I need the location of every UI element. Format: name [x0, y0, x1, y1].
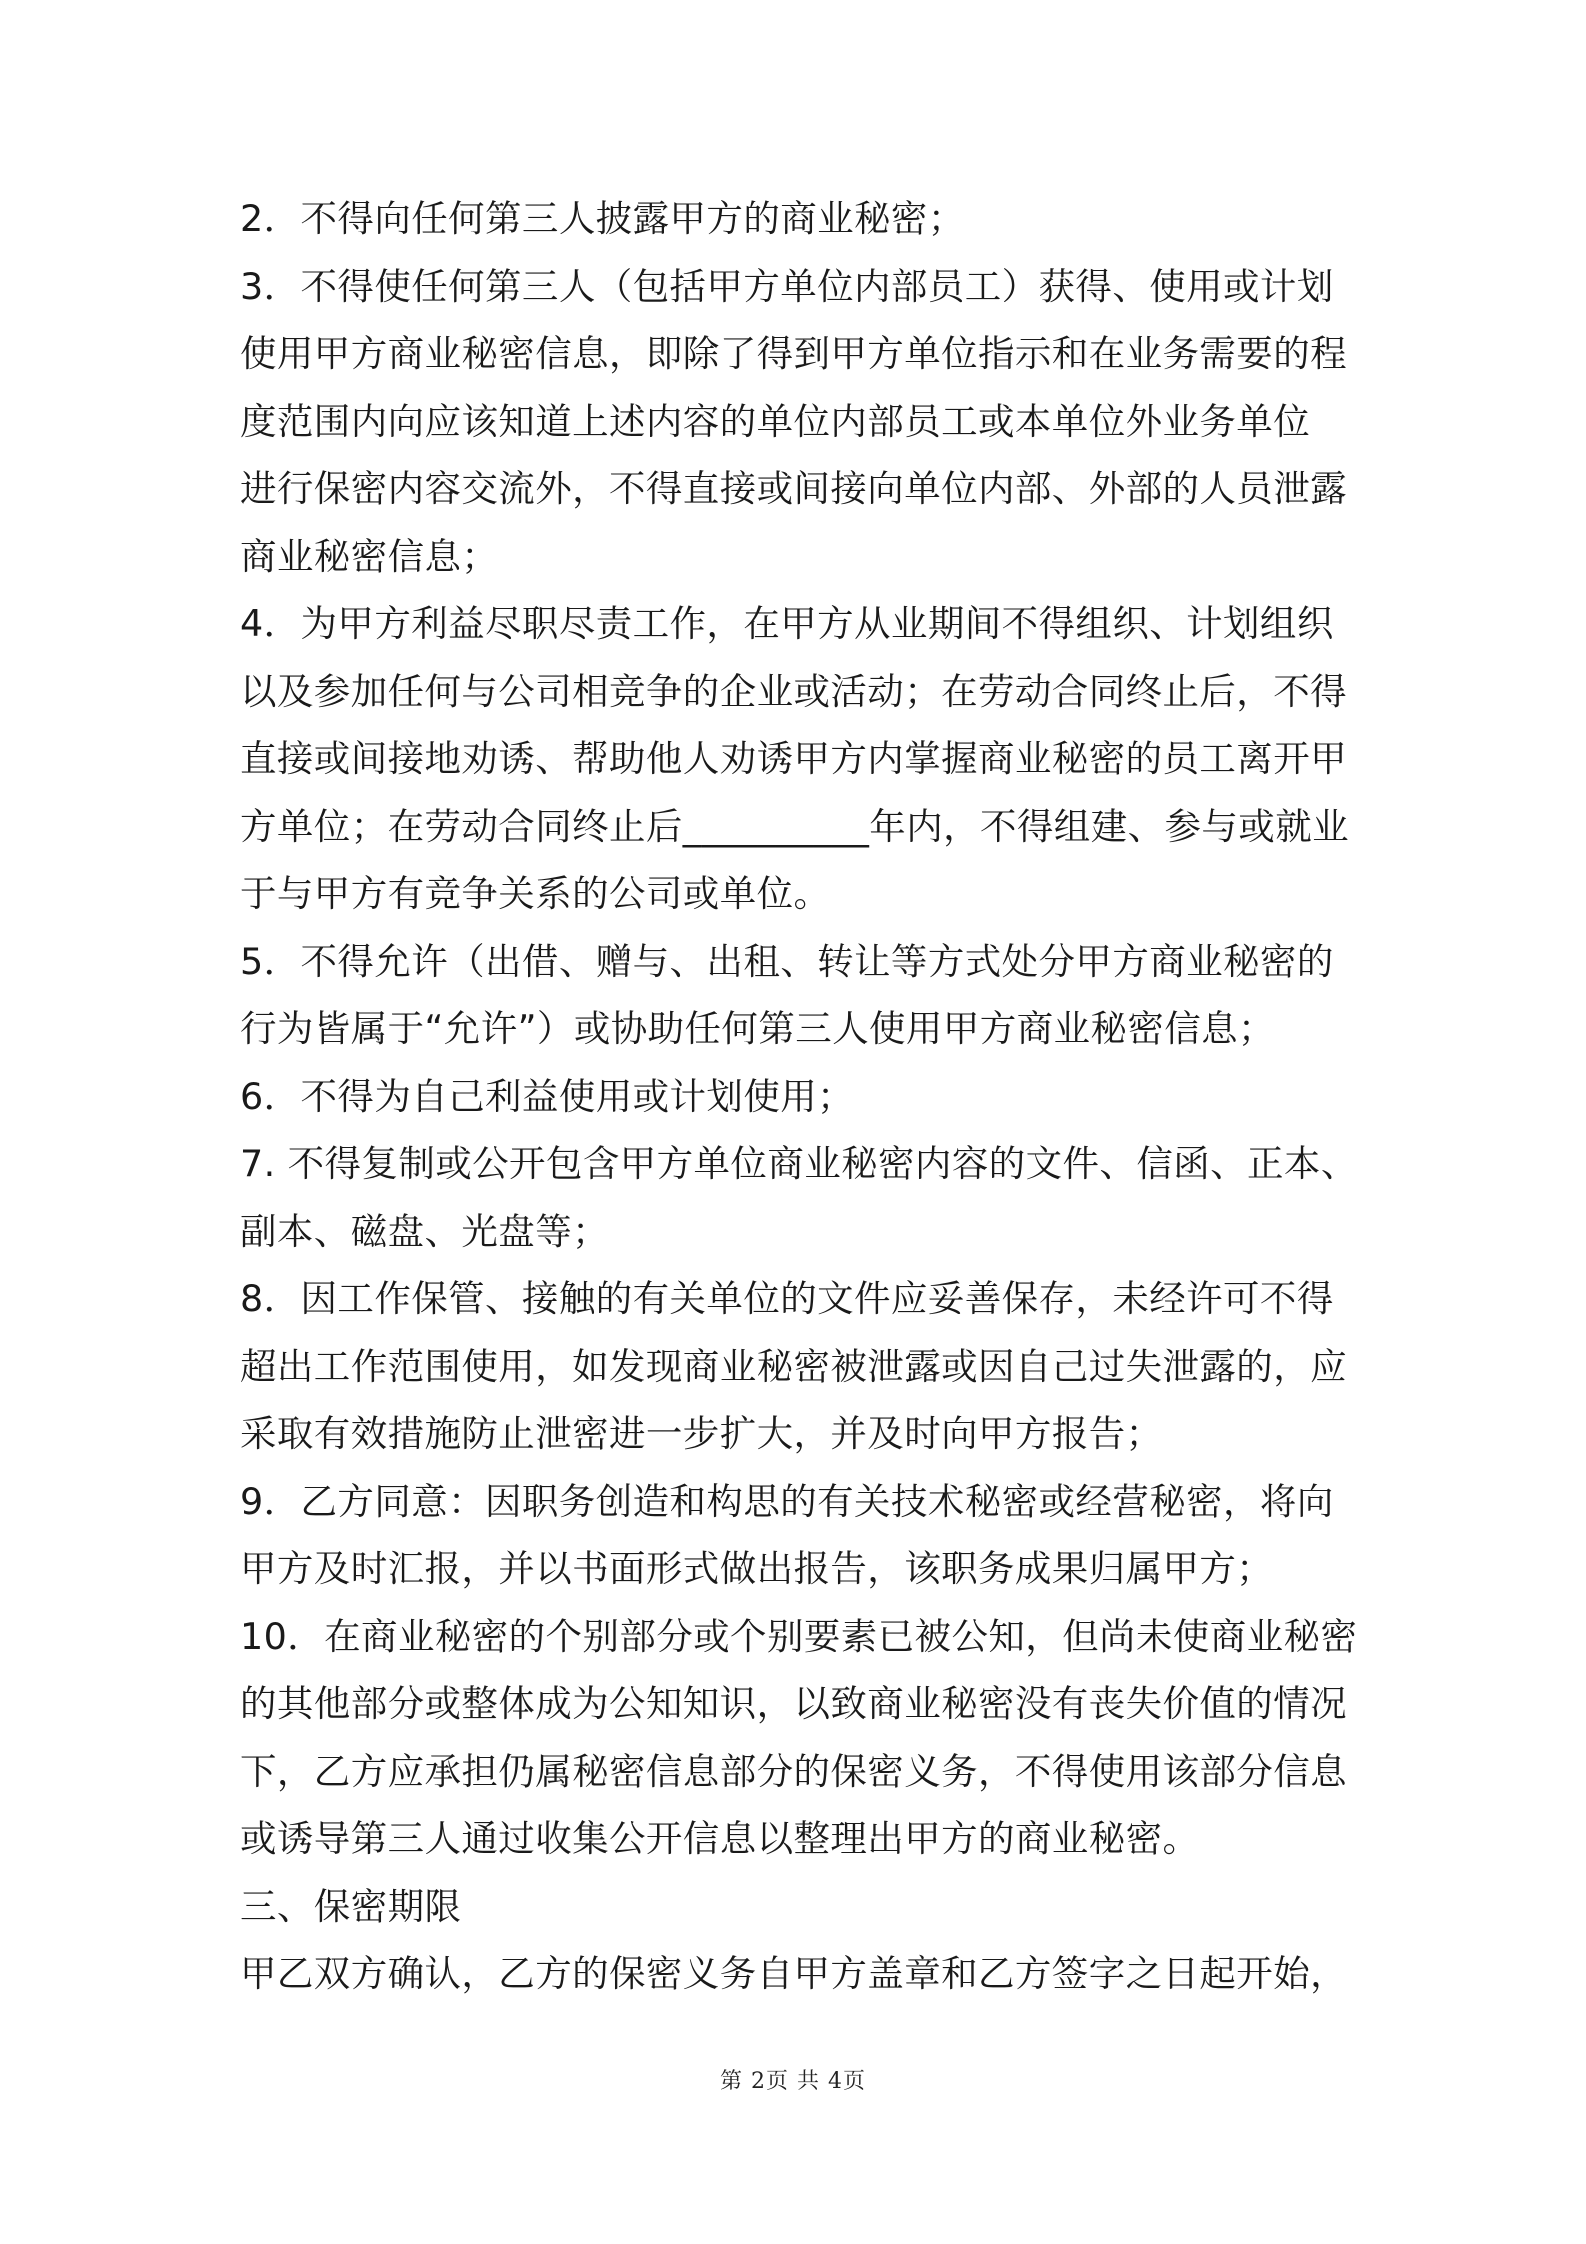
text-line: 超出工作范围使用，如发现商业秘密被泄露或因自己过失泄露的，应	[240, 1344, 1347, 1388]
text-line: 6．不得为自己利益使用或计划使用；	[240, 1074, 855, 1118]
text-line: 10．在商业秘密的个别部分或个别要素已被公知，但尚未使商业秘密	[240, 1614, 1358, 1658]
text-line: 直接或间接地劝诱、帮助他人劝诱甲方内掌握商业秘密的员工离开甲	[240, 737, 1347, 780]
text-line: 行为皆属于“允许”）或协助任何第三人使用甲方商业秘密信息；	[240, 1007, 1275, 1050]
text-line: 7. 不得复制或公开包含甲方单位商业秘密内容的文件、信函、正本、	[240, 1142, 1358, 1185]
text-line: 甲乙双方确认，乙方的保密义务自甲方盖章和乙方签字之日起开始，	[240, 1952, 1347, 1995]
text-line: 或诱导第三人通过收集公开信息以整理出甲方的商业秘密。	[240, 1817, 1200, 1860]
text-line: 使用甲方商业秘密信息，即除了得到甲方单位指示和在业务需要的程	[240, 332, 1347, 375]
text-line: 商业秘密信息；	[240, 534, 499, 578]
text-line: 度范围内向应该知道上述内容的单位内部员工或本单位外业务单位	[240, 399, 1311, 443]
text-line: 方单位；在劳动合同终止后__________年内，不得组建、参与或就业	[240, 804, 1349, 848]
page-number-footer: 第 2页 共 4页	[720, 2069, 866, 2094]
text-line: 2．不得向任何第三人披露甲方的商业秘密；	[240, 197, 965, 240]
text-line: 采取有效措施防止泄密进一步扩大，并及时向甲方报告；	[240, 1412, 1163, 1455]
text-line: 甲方及时汇报，并以书面形式做出报告，该职务成果归属甲方；	[240, 1547, 1274, 1590]
document-body	[240, 185, 1360, 2008]
section-heading: 三、保密期限	[240, 1884, 462, 1928]
text-line: 副本、磁盘、光盘等；	[240, 1209, 609, 1253]
text-line: 5．不得允许（出借、赠与、出租、转让等方式处分甲方商业秘密的	[240, 939, 1334, 983]
text-line: 8．因工作保管、接触的有关单位的文件应妥善保存，未经许可不得	[240, 1277, 1334, 1320]
text-line: 下，乙方应承担仍属秘密信息部分的保密义务，不得使用该部分信息	[240, 1749, 1347, 1793]
text-line: 于与甲方有竞争关系的公司或单位。	[240, 872, 831, 915]
text-line: 进行保密内容交流外，不得直接或间接向单位内部、外部的人员泄露	[240, 467, 1347, 510]
text-line: 9．乙方同意：因职务创造和构思的有关技术秘密或经营秘密，将向	[240, 1479, 1334, 1523]
text-line: 的其他部分或整体成为公知知识，以致商业秘密没有丧失价值的情况	[240, 1682, 1347, 1725]
text-line: 以及参加任何与公司相竞争的企业或活动；在劳动合同终止后，不得	[240, 669, 1347, 713]
text-line: 4．为甲方利益尽职尽责工作，在甲方从业期间不得组织、计划组织	[240, 602, 1334, 645]
text-line: 3．不得使任何第三人（包括甲方单位内部员工）获得、使用或计划	[240, 264, 1334, 308]
